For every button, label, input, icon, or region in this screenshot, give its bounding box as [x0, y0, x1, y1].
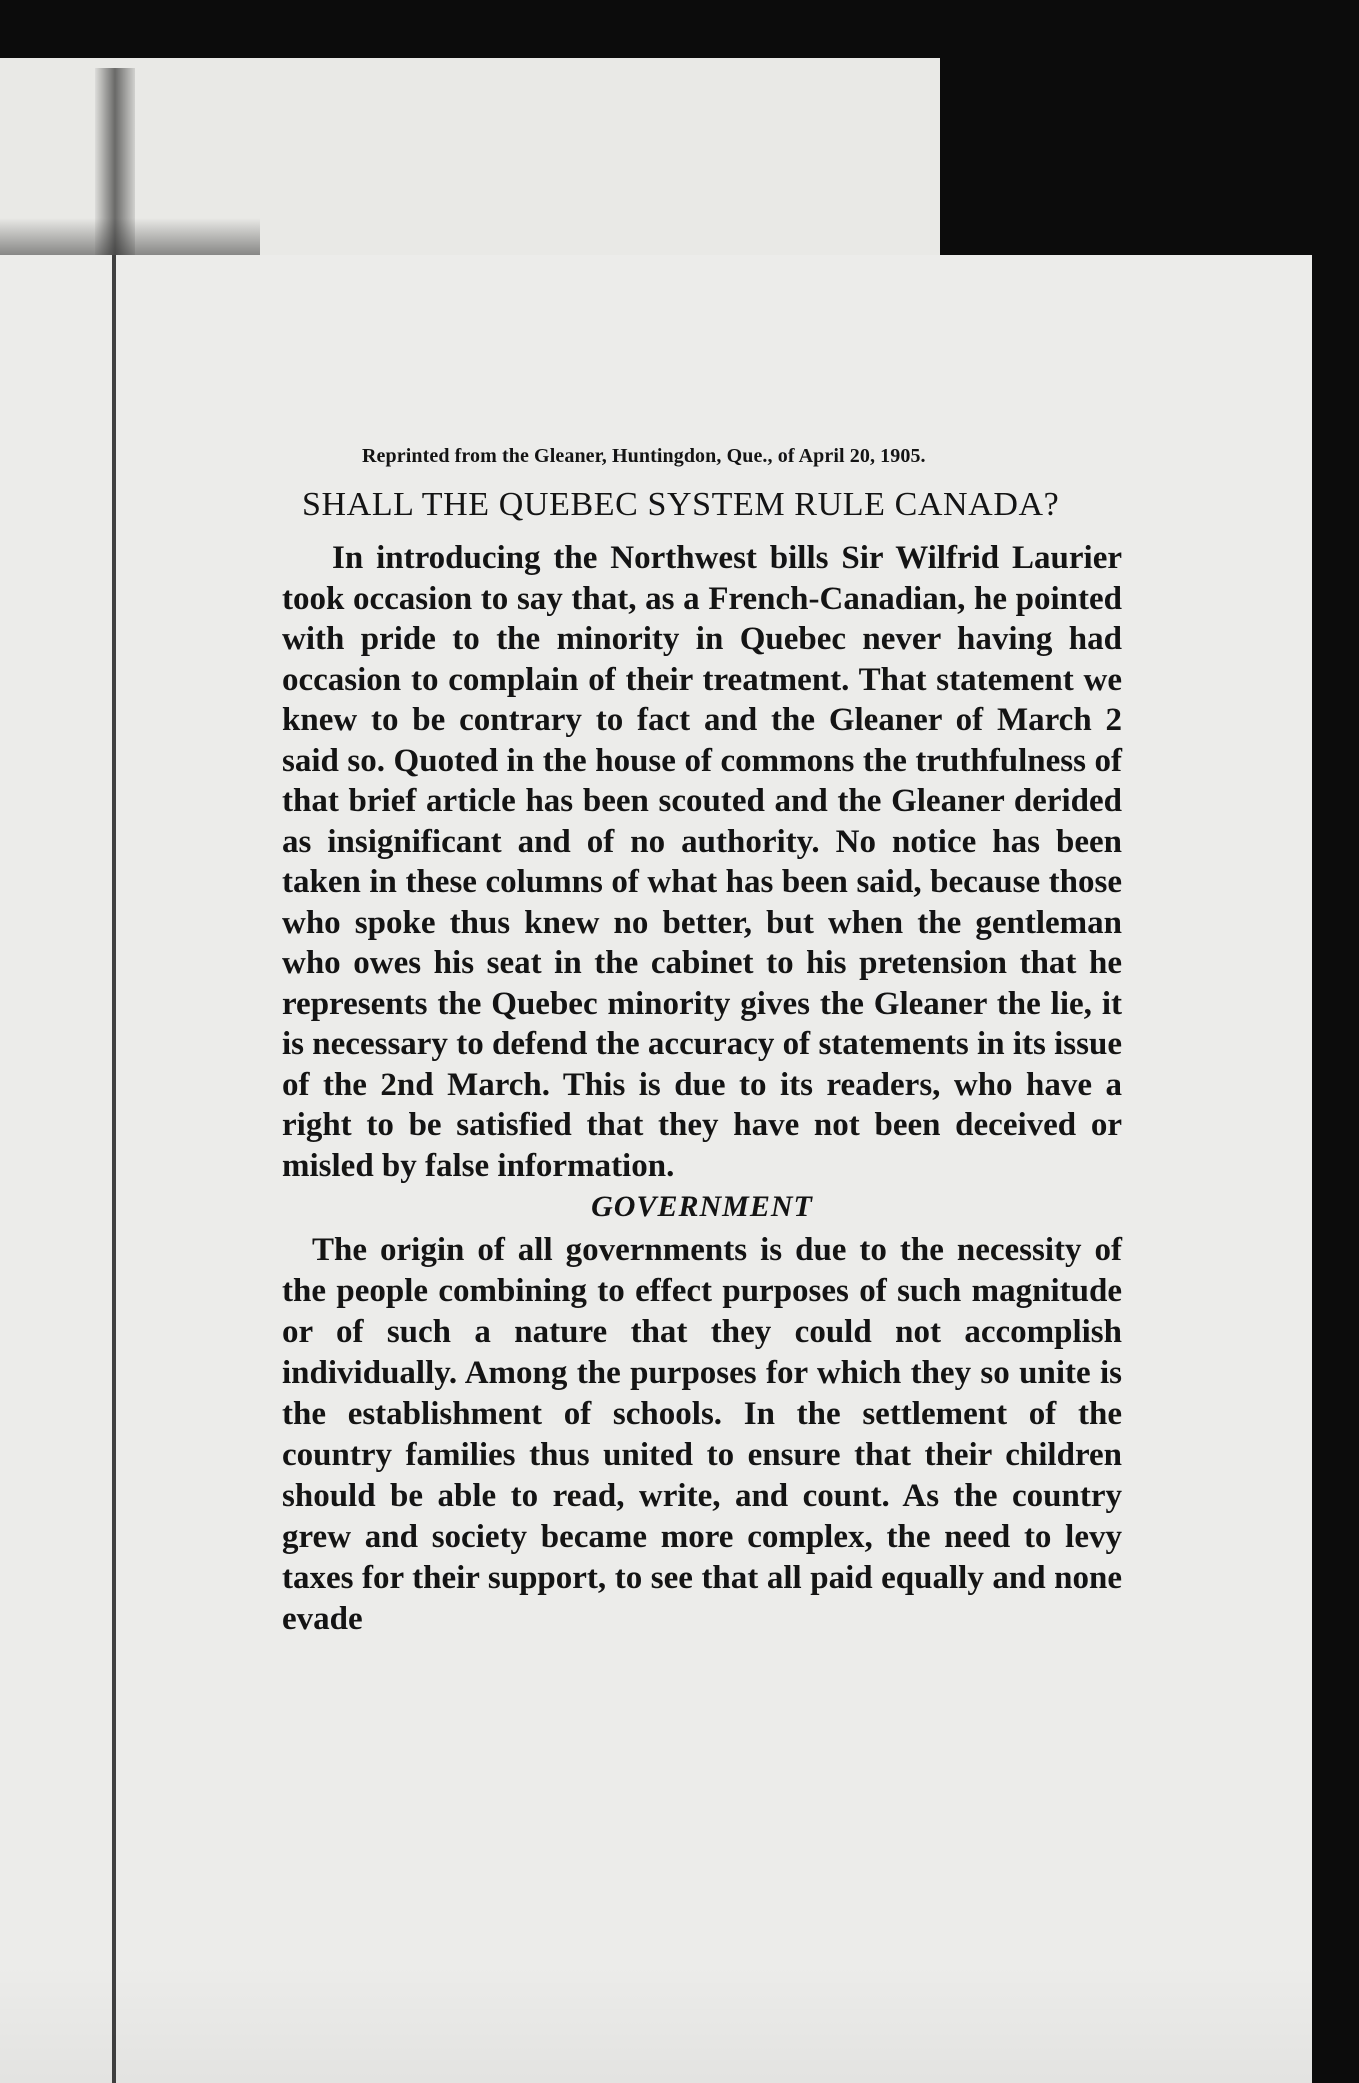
document-page: [0, 255, 1312, 2083]
article: [282, 445, 1122, 1640]
reprint-note: Reprinted from the Gleaner, Huntingdon, Que., of April 20, 1905.: [362, 445, 926, 467]
paragraph-2: The origin of all governments is due to the necessity of the people combining to effect purposes of such magnitude or of such a nature that they could not accomplish individually. Among the purposes for which they so unite is the establishment of schools. In the settlement of the country families thus united to ensure that their children should be able to read, write, and count. As the country grew and society became more complex, the need to levy taxes for their support, to see that all paid equally and none evade: [282, 1232, 1122, 1637]
section-title-government: GOVERNMENT: [591, 1190, 813, 1223]
headline: SHALL THE QUEBEC SYSTEM RULE CANADA?: [302, 486, 1060, 523]
page-edge-shadow: [0, 218, 260, 258]
page-bottom-shade: [0, 1963, 1312, 2083]
underlying-page-fragment: [0, 58, 940, 258]
binding-edge: [112, 255, 116, 2083]
paragraph-1: In introducing the Northwest bills Sir Wilfrid Laurier took occasion to say that, as a French-Canadian, he pointed with pride to the minority in Quebec never having had occasion to complain of their treatment. That statement we knew to be contrary to fact and the Gleaner of March 2 said so. Quoted in the house of commons the truthfulness of that brief article has been scouted and the Gleaner derided as insignificant and of no authority. No notice has been taken in these columns of what has been said, because those who spoke thus knew no better, but when the gentleman who owes his seat in the cabinet to his pretension that he represents the Quebec minority gives the Gleaner the lie, it is necessary to defend the accuracy of statements in its issue of the 2nd March. This is due to its readers, who have a right to be satisfied that they have not been deceived or misled by false information.: [282, 540, 1122, 1184]
